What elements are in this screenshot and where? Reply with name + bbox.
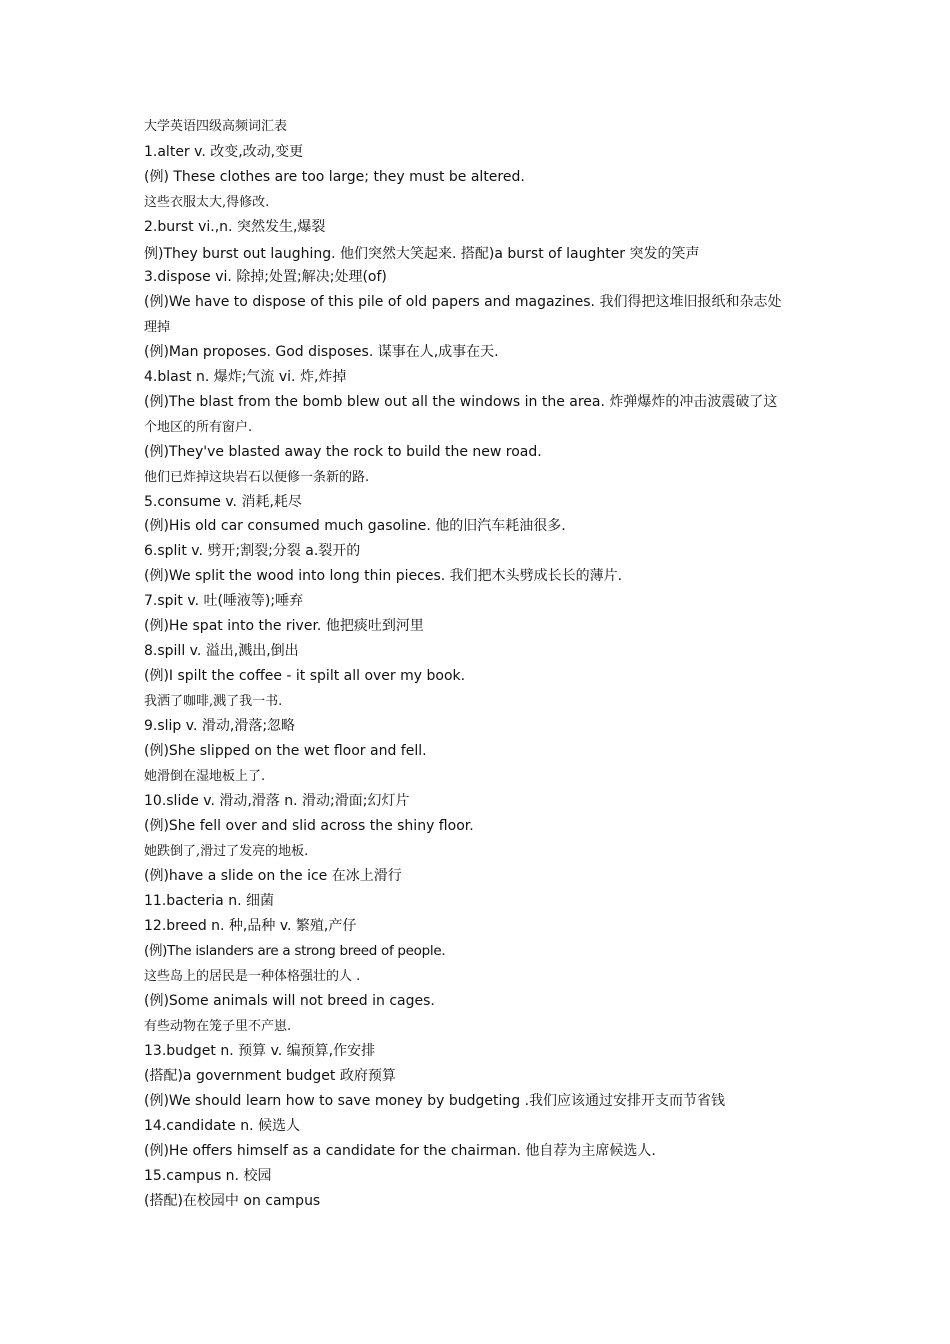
- entry-line: 5.consume v. 消耗,耗尽: [144, 494, 302, 510]
- entry-line: 7.spit v. 吐(唾液等);唾弃: [144, 593, 304, 609]
- entry-line: 6.split v. 劈开;割裂;分裂 a.裂开的: [144, 543, 361, 559]
- entry-line: 她滑倒在湿地板上了.: [144, 769, 266, 784]
- entry-line: 1.alter v. 改变,改动,变更: [144, 144, 304, 160]
- entry-line: 有些动物在笼子里不产崽.: [144, 1019, 292, 1034]
- entry-line: 9.slip v. 滑动,滑落;忽略: [144, 718, 296, 734]
- entry-line: (例)We should learn how to save money by budgeting .我们应该通过安排开支而节省钱: [144, 1093, 726, 1109]
- entry-line: (例)His old car consumed much gasoline. 他的旧汽车耗油很多.: [144, 518, 566, 534]
- entry-line: (例)He spat into the river. 他把痰吐到河里: [144, 618, 424, 634]
- entry-line: 8.spill v. 溢出,溅出,倒出: [144, 643, 299, 659]
- entry-line: 这些衣服太大,得修改.: [144, 195, 270, 210]
- entry-line: 11.bacteria n. 细菌: [144, 893, 274, 909]
- entry-line: (例)Man proposes. God disposes. 谋事在人,成事在天.: [144, 344, 499, 360]
- entry-line: 她跌倒了,滑过了发亮的地板.: [144, 844, 309, 859]
- entry-line: (例)We have to dispose of this pile of old papers and magazines. 我们得把这堆旧报纸和杂志处: [144, 294, 782, 310]
- entry-line: 他们已炸掉这块岩石以便修一条新的路.: [144, 470, 370, 485]
- entry-line: (例)Some animals will not breed in cages.: [144, 993, 435, 1009]
- entry-line: (例)We split the wood into long thin pieces. 我们把木头劈成长长的薄片.: [144, 568, 623, 584]
- entry-line: (例)She fell over and slid across the shiny floor.: [144, 818, 474, 834]
- entry-line: 3.dispose vi. 除掉;处置;解决;处理(of): [144, 269, 387, 285]
- entry-line: (例)The blast from the bomb blew out all the windows in the area. 炸弹爆炸的冲击波震破了这: [144, 394, 778, 410]
- page-title: 大学英语四级高频词汇表: [144, 119, 288, 134]
- entry-line: 个地区的所有窗户.: [144, 420, 253, 435]
- entry-line: (例)The islanders are a strong breed of people.: [144, 943, 446, 959]
- entry-line: 我洒了咖啡,溅了我一书.: [144, 694, 283, 709]
- entry-line: 14.candidate n. 候选人: [144, 1118, 300, 1134]
- entry-line: 13.budget n. 预算 v. 编预算,作安排: [144, 1043, 376, 1059]
- entry-line: 理掉: [144, 320, 171, 335]
- entry-line: 例)They burst out laughing. 他们突然大笑起来. 搭配)a burst of laughter 突发的笑声: [144, 246, 700, 262]
- entry-line: 4.blast n. 爆炸;气流 vi. 炸,炸掉: [144, 369, 347, 385]
- entry-line: (例)He offers himself as a candidate for the chairman. 他自荐为主席候选人.: [144, 1143, 656, 1159]
- entry-line: (例)She slipped on the wet floor and fell.: [144, 743, 427, 759]
- entry-line: 这些岛上的居民是一种体格强壮的人 .: [144, 969, 361, 984]
- entry-line: (例)have a slide on the ice 在冰上滑行: [144, 868, 402, 884]
- entry-line: 2.burst vi.,n. 突然发生,爆裂: [144, 219, 326, 235]
- entry-line: (例)They've blasted away the rock to build the new road.: [144, 444, 542, 460]
- entry-line: (例) These clothes are too large; they must be altered.: [144, 169, 525, 185]
- entry-line: 12.breed n. 种,品种 v. 繁殖,产仔: [144, 918, 357, 934]
- entry-line: (搭配)在校园中 on campus: [144, 1193, 321, 1209]
- entry-line: 15.campus n. 校园: [144, 1168, 272, 1184]
- entry-line: 10.slide v. 滑动,滑落 n. 滑动;滑面;幻灯片: [144, 793, 410, 809]
- entry-line: (搭配)a government budget 政府预算: [144, 1068, 396, 1084]
- entry-line: (例)I spilt the coffee - it spilt all over my book.: [144, 668, 466, 684]
